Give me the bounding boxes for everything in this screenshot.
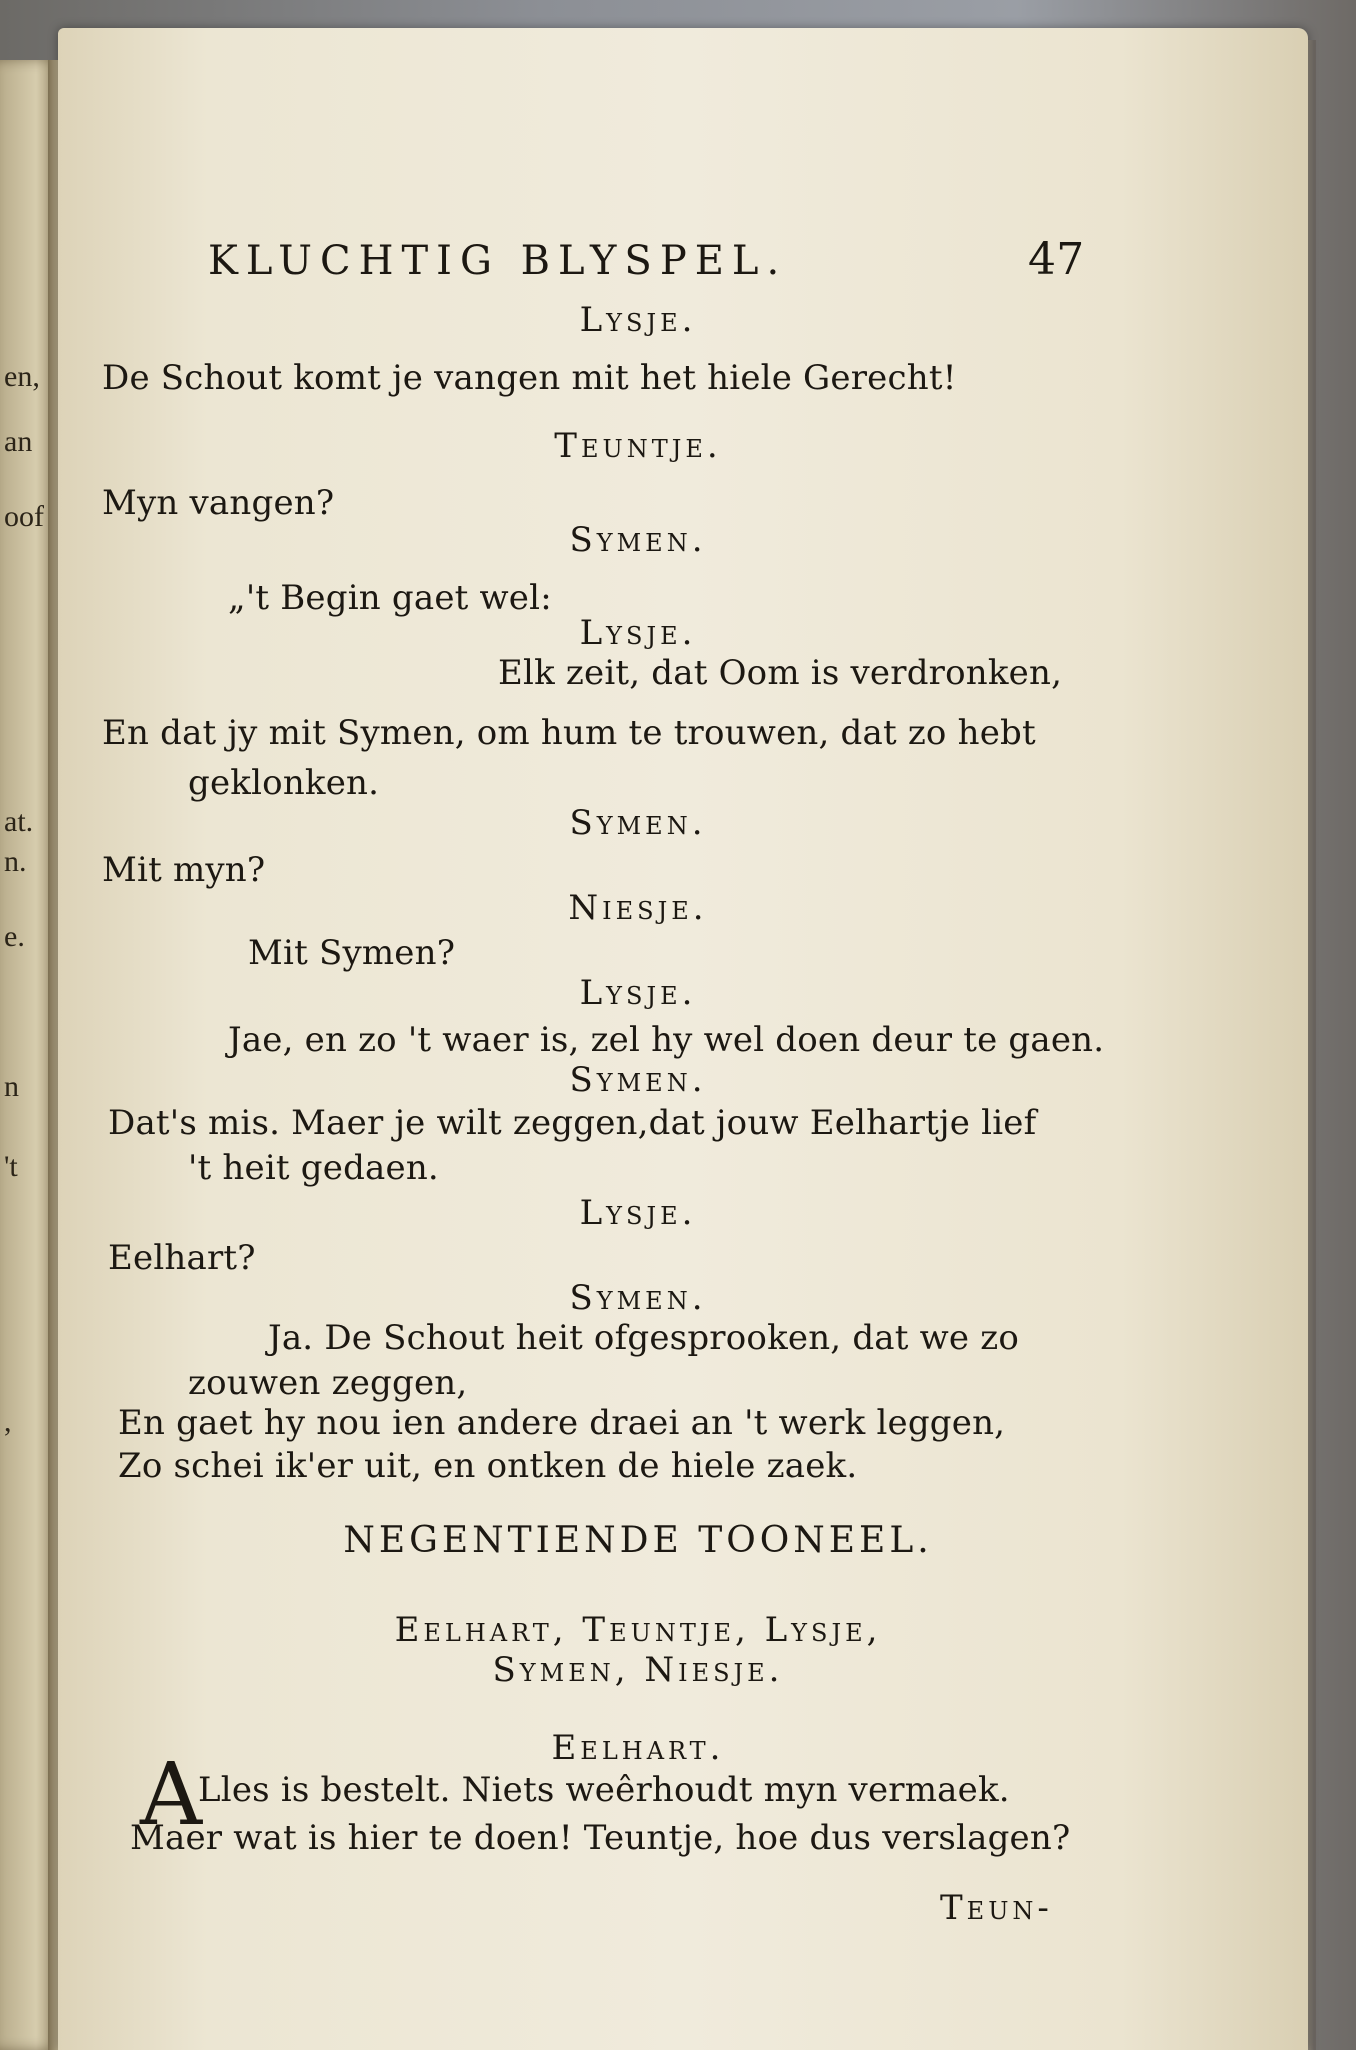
verse-line: zouwen zeggen, xyxy=(188,1363,468,1403)
verse-line: En gaet hy nou ien andere draei an 't werk leggen, xyxy=(118,1403,1006,1443)
speaker-teuntje: Teuntje. xyxy=(554,426,722,466)
speaker-niesje: Niesje. xyxy=(568,888,708,928)
speaker-lysje: Lysje. xyxy=(579,1193,697,1233)
cast-list: Eelhart, Teuntje, Lysje, xyxy=(394,1610,882,1650)
book-page xyxy=(58,28,1308,2050)
margin-fragment: , xyxy=(4,1405,12,1438)
margin-fragment: at. xyxy=(4,805,34,838)
verse-line: Ja. De Schout heit ofgesprooken, dat we zo xyxy=(268,1318,1020,1358)
verse-line: Mit myn? xyxy=(102,850,266,890)
margin-fragment: n xyxy=(4,1070,19,1103)
margin-fragment: oof xyxy=(4,500,44,533)
speaker-eelhart: Eelhart. xyxy=(551,1728,725,1768)
verse-line: Elk zeit, dat Oom is verdronken, xyxy=(498,653,1063,693)
verse-line: Zo schei ik'er uit, en ontken de hiele zaek. xyxy=(118,1446,858,1486)
margin-fragment: en, xyxy=(4,360,40,393)
running-header: KLUCHTIG BLYSPEL. xyxy=(208,238,788,284)
verse-line: geklonken. xyxy=(188,763,380,803)
speaker-lysje: Lysje. xyxy=(579,973,697,1013)
verse-line: „'t Begin gaet wel: xyxy=(228,578,552,618)
speaker-symen: Symen. xyxy=(569,1278,707,1318)
verse-line: Mit Symen? xyxy=(248,933,456,973)
verse-line: En dat jy mit Symen, om hum te trouwen, dat zo hebt xyxy=(102,713,1036,753)
verse-line: Lles is bestelt. Niets weêrhoudt myn vermaek. xyxy=(198,1770,1010,1810)
verse-line: Maer wat is hier te doen! Teuntje, hoe dus verslagen? xyxy=(130,1818,1071,1858)
speaker-lysje: Lysje. xyxy=(579,300,697,340)
verse-line: 't heit gedaen. xyxy=(188,1148,439,1188)
verse-line: Jae, en zo 't waer is, zel hy wel doen deur te gaen. xyxy=(228,1020,1105,1060)
verse-line: De Schout komt je vangen mit het hiele Gerecht! xyxy=(102,358,957,398)
speaker-symen: Symen. xyxy=(569,520,707,560)
speaker-symen: Symen. xyxy=(569,803,707,843)
speaker-lysje: Lysje. xyxy=(579,613,697,653)
verse-line: Dat's mis. Maer je wilt zeggen,dat jouw Eelhartje lief xyxy=(108,1103,1037,1143)
speaker-symen: Symen. xyxy=(569,1060,707,1100)
margin-fragment: an xyxy=(4,425,33,458)
verse-line: Myn vangen? xyxy=(102,483,335,523)
margin-fragment: n. xyxy=(4,845,27,878)
margin-fragment: e. xyxy=(4,920,25,953)
drop-cap: A xyxy=(140,1745,203,1845)
verse-line: Eelhart? xyxy=(108,1238,256,1278)
scene-title: NEGENTIENDE TOONEEL. xyxy=(343,1520,933,1561)
cast-list: Symen, Niesje. xyxy=(492,1650,784,1690)
page-number: 47 xyxy=(1028,234,1085,285)
margin-fragment: 't xyxy=(4,1150,18,1183)
catchword: Teun- xyxy=(940,1888,1053,1928)
page-text xyxy=(58,28,1308,2050)
